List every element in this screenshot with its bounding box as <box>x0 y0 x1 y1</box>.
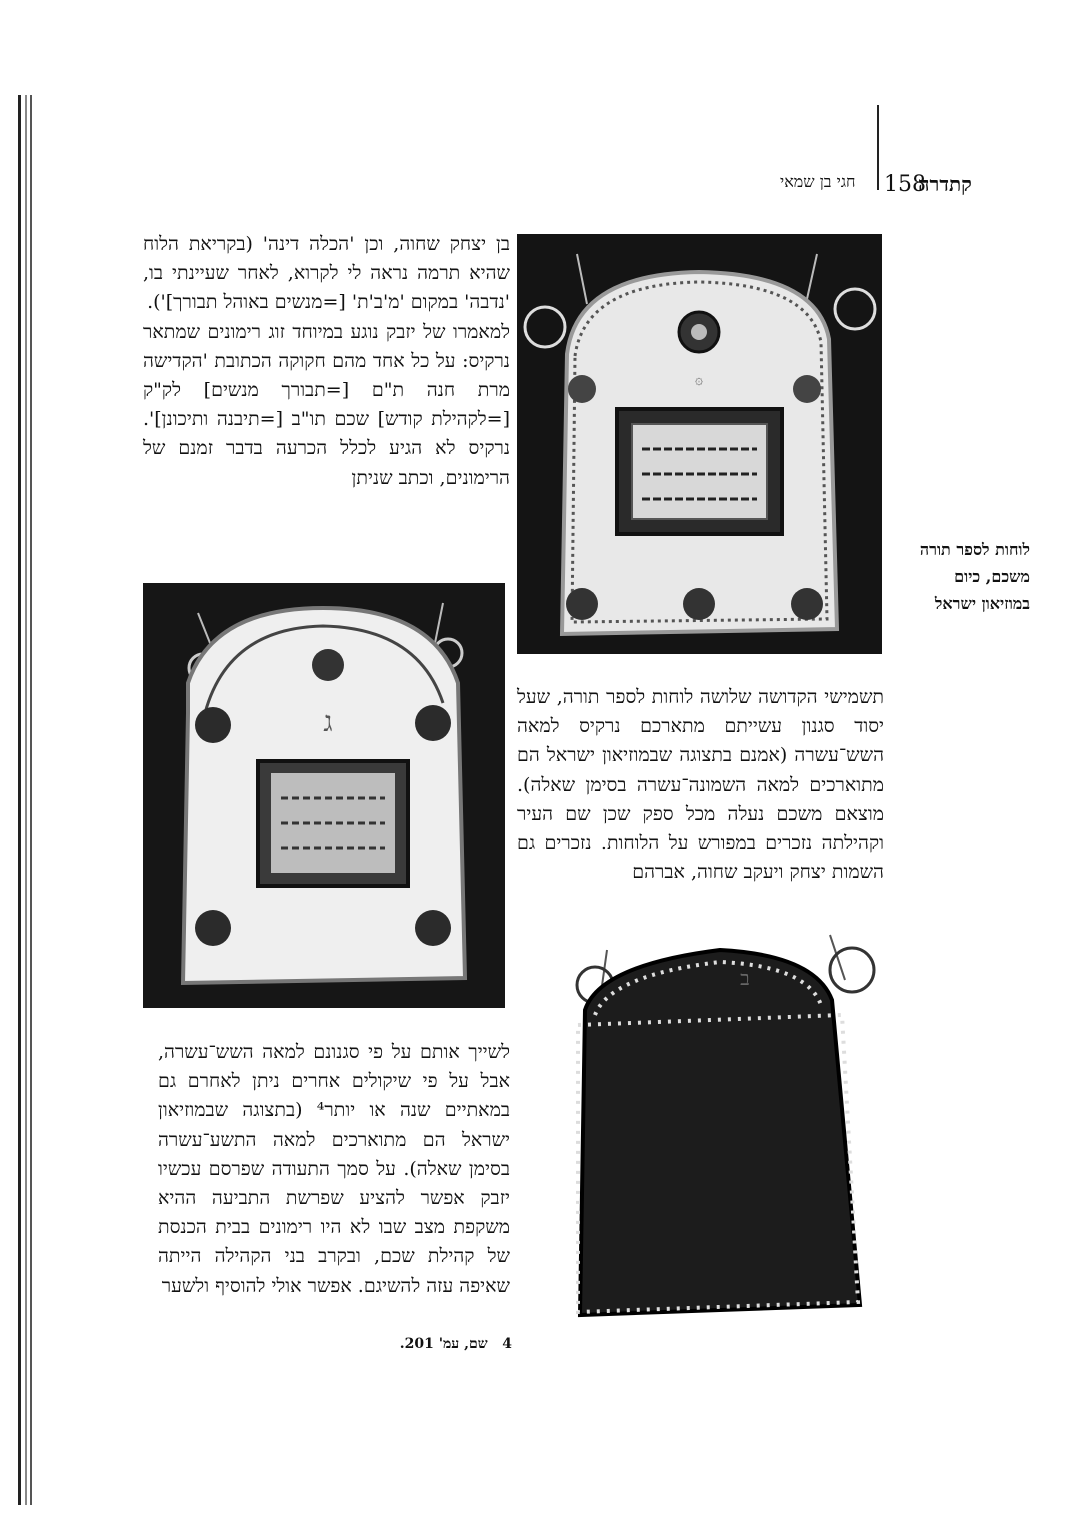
caption-line: משכם, כיום <box>954 567 1030 586</box>
svg-text:ב: ב <box>740 966 750 990</box>
svg-text:ג: ג <box>323 705 333 738</box>
caption-line: במוזיאון ישראל <box>934 594 1030 613</box>
plaque-gimel-image <box>143 583 505 1008</box>
paragraph: למאמרו של יזבק נוגע במיוחד זוג רימונים שמתאר נרקיס: על כל אחד מהם חקוקה הכתובת 'הקדישה מרת חנה ת"ם [=תבורך מנשים] לק"ק [=לקהילת קודש] שכם תו"ב [=תיבנה ותיכונן]'. נרקיס לא הגיע לכלל הכרעה בדבר זמנם של הרימונים, וכתב שניתן <box>143 320 510 489</box>
page-binding-edge <box>18 95 32 1505</box>
photo-plaque-top-right <box>517 234 882 654</box>
page-number: 158 <box>884 172 926 197</box>
footnote <box>400 1336 512 1353</box>
plaque-inscribed-image <box>517 234 882 654</box>
plaque-dark-image <box>560 930 880 1320</box>
photo-plaque-left <box>143 583 505 1008</box>
paragraph: תשמישי הקדושה שלושה לוחות לספר תורה, שעל יסוד סגנון עשייתם מתארכם נרקיס למאה השש־עשרה (אמנם בתצוגה שבמוזיאון ישראל הם מתוארכים למאה השמונה־עשרה בסימן שאלה). מוצאם משכם נעלה מכל ספק שכן שם העיר וקהילתה נזכרים במפורש על הלוחות. נזכרים גם השמות יצחק ויעקב שחוה, אברהם <box>517 686 884 884</box>
caption-line: לוחות לספר תורה <box>919 540 1030 559</box>
footnote-number: 4 <box>502 1336 512 1352</box>
paragraph: בן יצחק שחוה, וכן 'הכלה דינה' (בקריאת הלוח שהיא תרמה נראה לי לקרוא, לאחר שעיינתי בו, 'נדבה' במקום 'מ'ב'ת' [=מנשים באוהל תבורך]'). <box>143 233 510 314</box>
svg-text:۞: ۞ <box>694 372 704 388</box>
text-column-middle <box>517 683 884 887</box>
photo-plaque-bottom-right <box>560 930 880 1320</box>
text-column-bottom <box>158 1038 510 1301</box>
text-column-top <box>143 230 510 493</box>
author-name: חגי בן שמאי <box>780 172 856 191</box>
header-rule <box>877 105 879 190</box>
footnote-text: שם, עמ' 201. <box>399 1336 488 1352</box>
photo-caption <box>905 536 1030 617</box>
journal-title: קתדרה <box>918 172 972 196</box>
paragraph: לשייך אותם על פי סגנונם למאה השש־עשרה, אבל על פי שיקולים אחרים ניתן לאחרם גם במאתיים שנה או יותר⁴ (בתצוגה שבמוזיאון ישראל הם מתוארכים למאה התשע־עשרה בסימן שאלה). על סמך התעודה שפרסם עכשיו יזבק אפשר להציע שפרשת התביעה ההיא משקפת מצב שבו לא היו רימונים בבית הכנסת של קהילת שכם, ובקרב בני הקהילה הייתה שאיפה עזה להשיגם. אפשר אולי להוסיף ולשער <box>158 1041 510 1297</box>
